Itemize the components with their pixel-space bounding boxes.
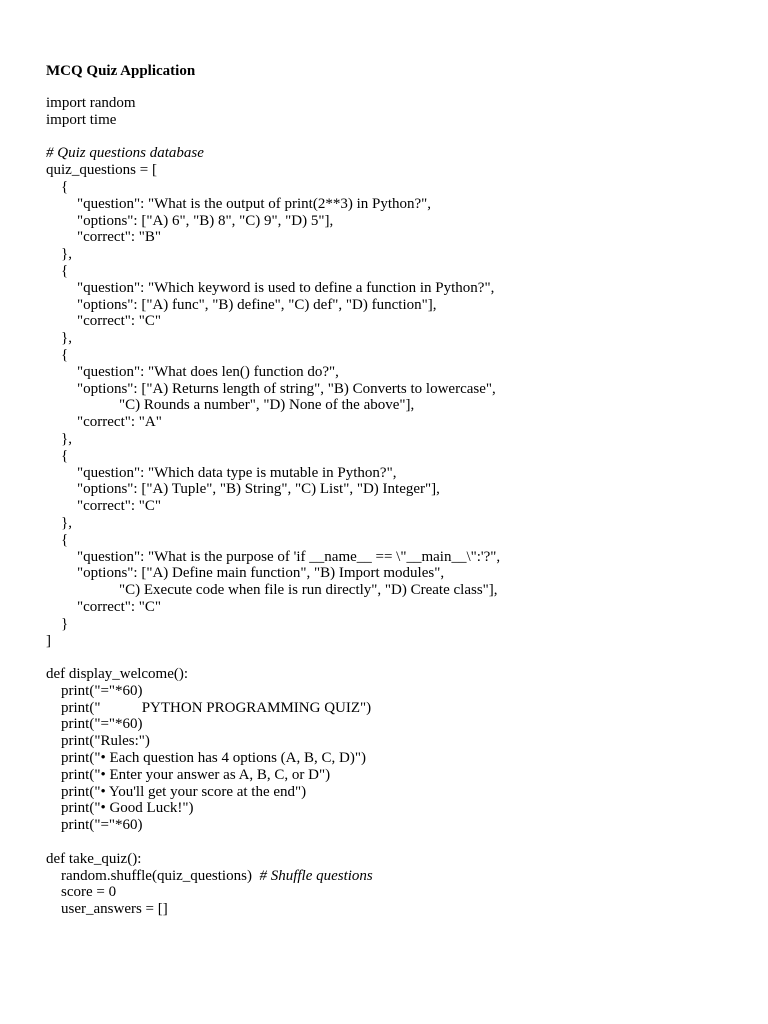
blank-line: [46, 649, 746, 666]
code-line-def-display-welcome: def display_welcome():: [46, 666, 189, 683]
code-line-brace-close: },: [61, 246, 72, 263]
code-line-brace-open: {: [61, 531, 69, 548]
blank-line: [46, 129, 746, 146]
code-line-list-open: quiz_questions = [: [46, 162, 157, 179]
code-line-brace-close: },: [61, 514, 72, 531]
code-line-correct: "correct": "C": [77, 498, 162, 515]
code-line-question: "question": "What is the output of print(2**3) in Python?",: [77, 195, 432, 212]
code-line-brace-close: },: [61, 430, 72, 447]
code-line-options: "options": ["A) 6", "B) 8", "C) 9", "D) 5"],: [77, 212, 334, 229]
code-line-print: print("• You'll get your score at the end"): [61, 783, 307, 800]
code-line-score: score = 0: [61, 884, 117, 901]
code-line-brace-open: {: [61, 346, 69, 363]
code-line-import-random: import random: [46, 95, 136, 111]
code-line-brace-open: {: [61, 447, 69, 464]
code-line-print: print("="*60): [61, 817, 143, 834]
blank-line: [46, 834, 746, 851]
code-line-list-close: ]: [46, 632, 51, 649]
code-line-user-answers: user_answers = []: [61, 901, 168, 918]
code-line-correct: "correct": "B": [77, 229, 162, 246]
code-line-print: print("• Good Luck!"): [61, 800, 194, 817]
code-line-correct: "correct": "C": [77, 313, 162, 330]
document-page: [46, 63, 746, 918]
document-title: MCQ Quiz Application: [46, 63, 196, 79]
shuffle-code: random.shuffle(quiz_questions): [61, 867, 260, 884]
code-line-options-continued: "C) Execute code when file is run directly", "D) Create class"],: [119, 582, 498, 599]
code-line-print: print("="*60): [61, 682, 143, 699]
code-line-brace-open: {: [61, 178, 69, 195]
code-line-print: print("• Enter your answer as A, B, C, or D"): [61, 766, 331, 783]
code-line-correct: "correct": "C": [77, 598, 162, 615]
code-line-brace-close: }: [61, 615, 69, 632]
code-line-print: print("• Each question has 4 options (A, B, C, D)"): [61, 750, 366, 767]
code-line-options: "options": ["A) Define main function", "B) Import modules",: [77, 565, 445, 582]
code-line-print: print("="*60): [61, 716, 143, 733]
code-line-brace-close: },: [61, 330, 72, 347]
code-line-options: "options": ["A) Tuple", "B) String", "C) List", "D) Integer"],: [77, 481, 440, 498]
code-line-options: "options": ["A) Returns length of string", "B) Converts to lowercase",: [77, 380, 496, 397]
code-line-question: "question": "What is the purpose of 'if __name__ == \"__main__\":'?",: [77, 548, 501, 565]
code-line-print: print("Rules:"): [61, 733, 150, 750]
code-line-question: "question": "What does len() function do?",: [77, 363, 339, 380]
code-line-brace-open: {: [61, 262, 69, 279]
code-line-question: "question": "Which keyword is used to define a function in Python?",: [77, 279, 495, 296]
code-line-shuffle: [46, 868, 746, 885]
code-line-print: print(" PYTHON PROGRAMMING QUIZ"): [61, 699, 372, 716]
code-comment-database: # Quiz questions database: [46, 145, 204, 162]
code-line-question: "question": "Which data type is mutable in Python?",: [77, 464, 397, 481]
code-line-options-continued: "C) Rounds a number", "D) None of the above"],: [119, 397, 415, 414]
shuffle-comment: # Shuffle questions: [259, 867, 373, 884]
code-line-options: "options": ["A) func", "B) define", "C) def", "D) function"],: [77, 296, 437, 313]
code-line-correct: "correct": "A": [77, 414, 162, 431]
code-line-import-time: import time: [46, 111, 117, 128]
code-block: [46, 95, 746, 918]
code-line-def-take-quiz: def take_quiz():: [46, 850, 142, 867]
